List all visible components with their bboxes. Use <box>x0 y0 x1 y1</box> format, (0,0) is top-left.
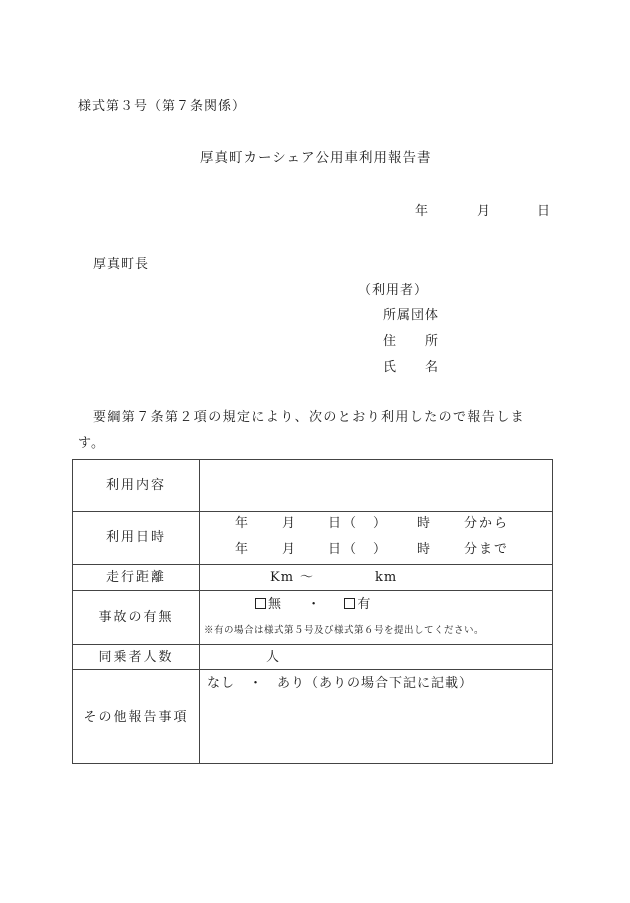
to-minute: 分まで <box>464 542 510 557</box>
distance-range-sep: ～ <box>300 570 315 585</box>
accident-yes-label: 有 <box>357 597 372 612</box>
accident-yes-option[interactable] <box>344 597 371 612</box>
checkbox-icon <box>255 598 266 609</box>
date-day: 日 <box>537 204 552 219</box>
to-hour: 時 <box>417 542 432 557</box>
report-table <box>72 459 553 764</box>
purpose-field[interactable] <box>200 460 552 511</box>
accident-none-label: 無 <box>268 597 283 612</box>
purpose-label: 利用内容 <box>105 478 166 493</box>
checkbox-icon <box>344 598 355 609</box>
accident-options <box>255 598 371 611</box>
document-title: 厚真町カーシェア公用車利用報告書 <box>200 150 432 166</box>
other-notes-field[interactable] <box>200 692 552 763</box>
accident-label: 事故の有無 <box>98 610 174 625</box>
from-month: 月 <box>282 516 297 531</box>
intro-line-1: 要綱第７条第２項の規定により、次のとおり利用したので報告しま <box>93 410 526 425</box>
to-month: 月 <box>282 542 297 557</box>
addressee: 厚真町長 <box>93 257 150 272</box>
to-year: 年 <box>235 542 250 557</box>
address-label: 住 所 <box>383 334 440 349</box>
from-hour: 時 <box>417 516 432 531</box>
row-divider <box>73 511 552 512</box>
name-label: 氏 名 <box>383 360 440 375</box>
form-number: 様式第３号（第７条関係） <box>78 99 247 114</box>
datetime-label: 利用日時 <box>105 530 166 545</box>
from-year: 年 <box>235 516 250 531</box>
row-divider <box>73 564 552 565</box>
accident-none-option[interactable] <box>255 597 282 612</box>
other-label: その他報告事項 <box>83 710 189 725</box>
to-day: 日（ ） <box>328 542 389 557</box>
row-divider <box>73 669 552 670</box>
date-month: 月 <box>477 204 492 219</box>
other-options[interactable]: なし ・ あり（ありの場合下記に記載） <box>207 676 474 691</box>
distance-label: 走行距離 <box>105 570 166 585</box>
from-minute: 分から <box>464 516 510 531</box>
passengers-label: 同乗者人数 <box>98 650 174 665</box>
passengers-unit[interactable]: 人 <box>266 650 281 665</box>
accident-note: ※有の場合は様式第５号及び様式第６号を提出してください。 <box>204 625 485 636</box>
distance-unit-lower: km <box>375 570 398 585</box>
date-year: 年 <box>415 204 430 219</box>
applicant-heading: （利用者） <box>358 283 429 298</box>
org-label: 所属団体 <box>383 308 440 323</box>
row-divider <box>73 644 552 645</box>
row-divider <box>73 590 552 591</box>
from-day: 日（ ） <box>328 516 389 531</box>
intro-line-2: す。 <box>78 436 105 451</box>
accident-separator: ・ <box>307 597 322 612</box>
distance-unit-upper: Km <box>270 570 295 585</box>
